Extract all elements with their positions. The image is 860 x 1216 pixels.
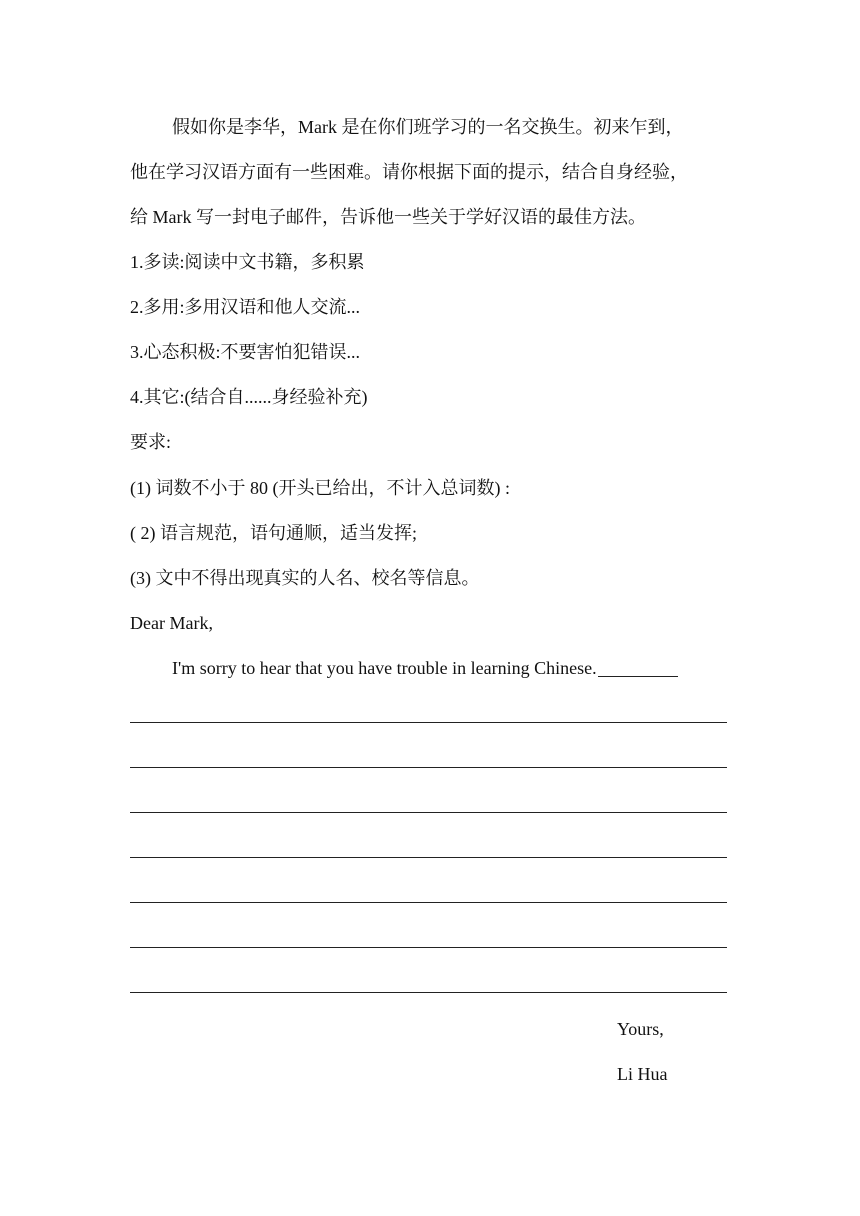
- requirement-item-2: ( 2) 语言规范，语句通顺，适当发挥;: [130, 523, 417, 543]
- tip-item-1: 1.多读:阅读中文书籍，多积累: [130, 252, 365, 272]
- letter-closing: Yours,: [617, 1019, 664, 1039]
- requirement-item-3: (3) 文中不得出现真实的人名、校名等信息。: [130, 568, 480, 588]
- letter-signature: Li Hua: [617, 1064, 668, 1084]
- answer-line[interactable]: [130, 767, 727, 768]
- tip-item-4: 4.其它:(结合自......身经验补充): [130, 387, 368, 407]
- prompt-line-1: 假如你是李华，Mark 是在你们班学习的一名交换生。初来乍到，: [172, 117, 684, 137]
- answer-line[interactable]: [130, 722, 727, 723]
- prompt-line-2: 他在学习汉语方面有一些困难。请你根据下面的提示，结合自身经验，: [130, 162, 688, 182]
- answer-line[interactable]: [130, 857, 727, 858]
- letter-opening-line: [172, 656, 730, 680]
- answer-blank-inline[interactable]: [598, 676, 678, 677]
- tip-item-2: 2.多用:多用汉语和他人交流...: [130, 297, 360, 317]
- answer-line[interactable]: [130, 992, 727, 993]
- letter-opening: I'm sorry to hear that you have trouble in learning Chinese.: [172, 658, 597, 678]
- letter-greeting: Dear Mark,: [130, 613, 213, 633]
- requirement-item-1: (1) 词数不小于 80 (开头已给出，不计入总词数) :: [130, 478, 510, 498]
- prompt-line-3: 给 Mark 写一封电子邮件，告诉他一些关于学好汉语的最佳方法。: [130, 207, 646, 227]
- answer-line[interactable]: [130, 947, 727, 948]
- requirements-heading: 要求:: [130, 432, 172, 452]
- answer-line[interactable]: [130, 812, 727, 813]
- tip-item-3: 3.心态积极:不要害怕犯错误...: [130, 342, 360, 362]
- answer-line[interactable]: [130, 902, 727, 903]
